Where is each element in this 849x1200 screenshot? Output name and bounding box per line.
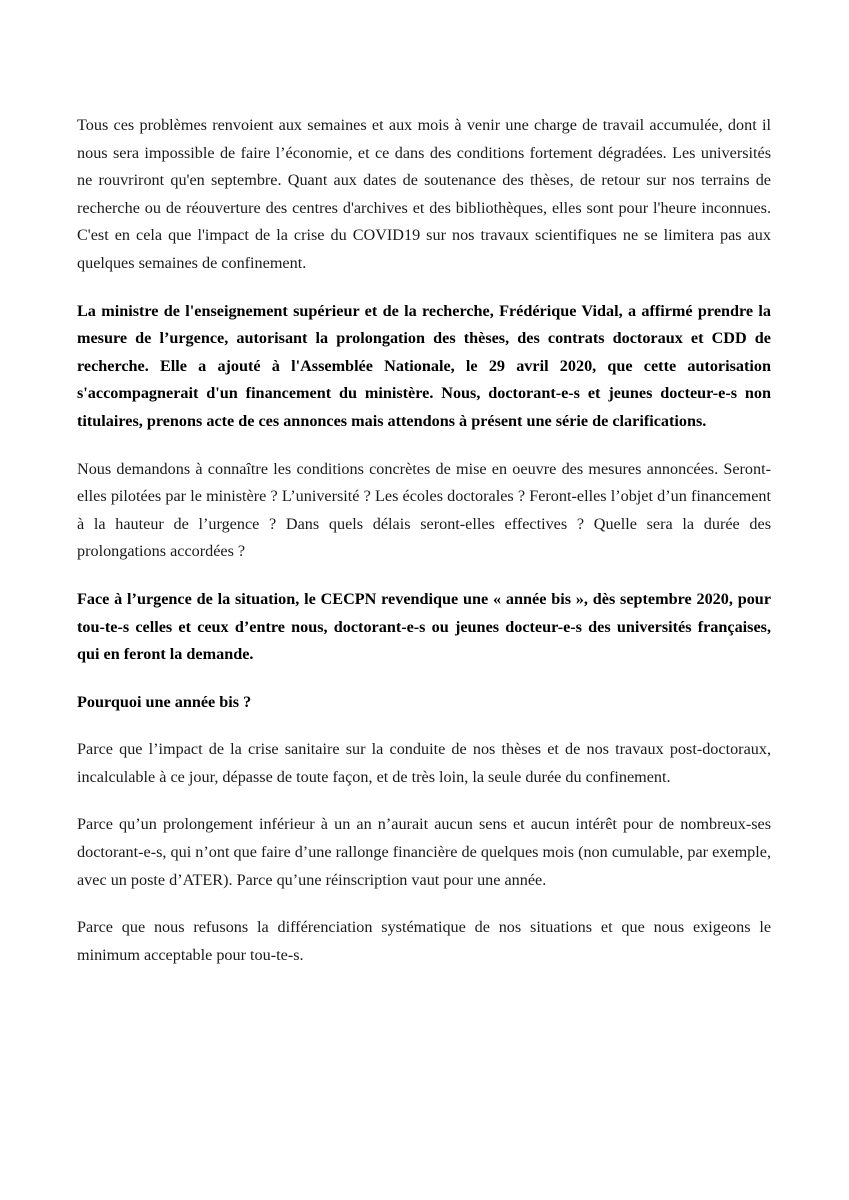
paragraph-ministry-announcement: La ministre de l'enseignement supérieur et de la recherche, Frédérique Vidal, a affirmé prendre la mesure de l’urgence, autorisant la prolongation des thèses, des contrats doctoraux et CDD de recherche. Elle a ajouté à l'Assemblée Nationale, le 29 avril 2020, que cette autorisation s'accompagnerait d'un financement du ministère. Nous, doctorant-e-s et jeunes docteur-e-s non titulaires, prenons acte de ces annonces mais attendons à présent une série de clarifications. xyxy=(77,301,771,430)
paragraph-reason-impact: Parce que l’impact de la crise sanitaire sur la conduite de nos thèses et de nos travaux post-doctoraux, incalculable à ce jour, dépasse de toute façon, et de très loin, la seule durée du confinement. xyxy=(77,740,771,786)
paragraph-demands-questions: Nous demandons à connaître les conditions concrètes de mise en oeuvre des mesures annoncées. Seront-elles pilotées par le ministère ? L’université ? Les écoles doctorales ? Feront-elles l’objet d’un financement à la hauteur de l’urgence ? Dans quels délais seront-elles effectives ? Quelle sera la durée des prolongations accordées ? xyxy=(77,459,771,561)
document-page xyxy=(77,112,771,989)
paragraph-reason-duration: Parce qu’un prolongement inférieur à un an n’aurait aucun sens et aucun intérêt pour de nombreux-ses doctorant-e-s, qui n’ont que faire d’une rallonge financière de quelques mois (non cumulable, par exemple, avec un poste d’ATER). Parce qu’une réinscription vaut pour une année. xyxy=(77,815,771,889)
paragraph-confinement-impact: Tous ces problèmes renvoient aux semaines et aux mois à venir une charge de travail accumulée, dont il nous sera impossible de faire l’économie, et ce dans des conditions fortement dégradées. Les universités ne rouvriront qu'en septembre. Quant aux dates de soutenance des thèses, de retour sur nos terrains de recherche ou de réouverture des centres d'archives et des bibliothèques, elles sont pour l'heure inconnues. C'est en cela que l'impact de la crise du COVID19 sur nos travaux scientifiques ne se limitera pas aux quelques semaines de confinement. xyxy=(77,116,771,272)
section-heading-pourquoi: Pourquoi une année bis ? xyxy=(77,692,252,711)
paragraph-reason-equality: Parce que nous refusons la différenciation systématique de nos situations et que nous exigeons le minimum acceptable pour tou-te-s. xyxy=(77,918,771,964)
paragraph-annee-bis-claim: Face à l’urgence de la situation, le CECPN revendique une « année bis », dès septembre 2020, pour tou-te-s celles et ceux d’entre nous, doctorant-e-s ou jeunes docteur-e-s des universités françaises, qui en feront la demande. xyxy=(77,589,771,664)
